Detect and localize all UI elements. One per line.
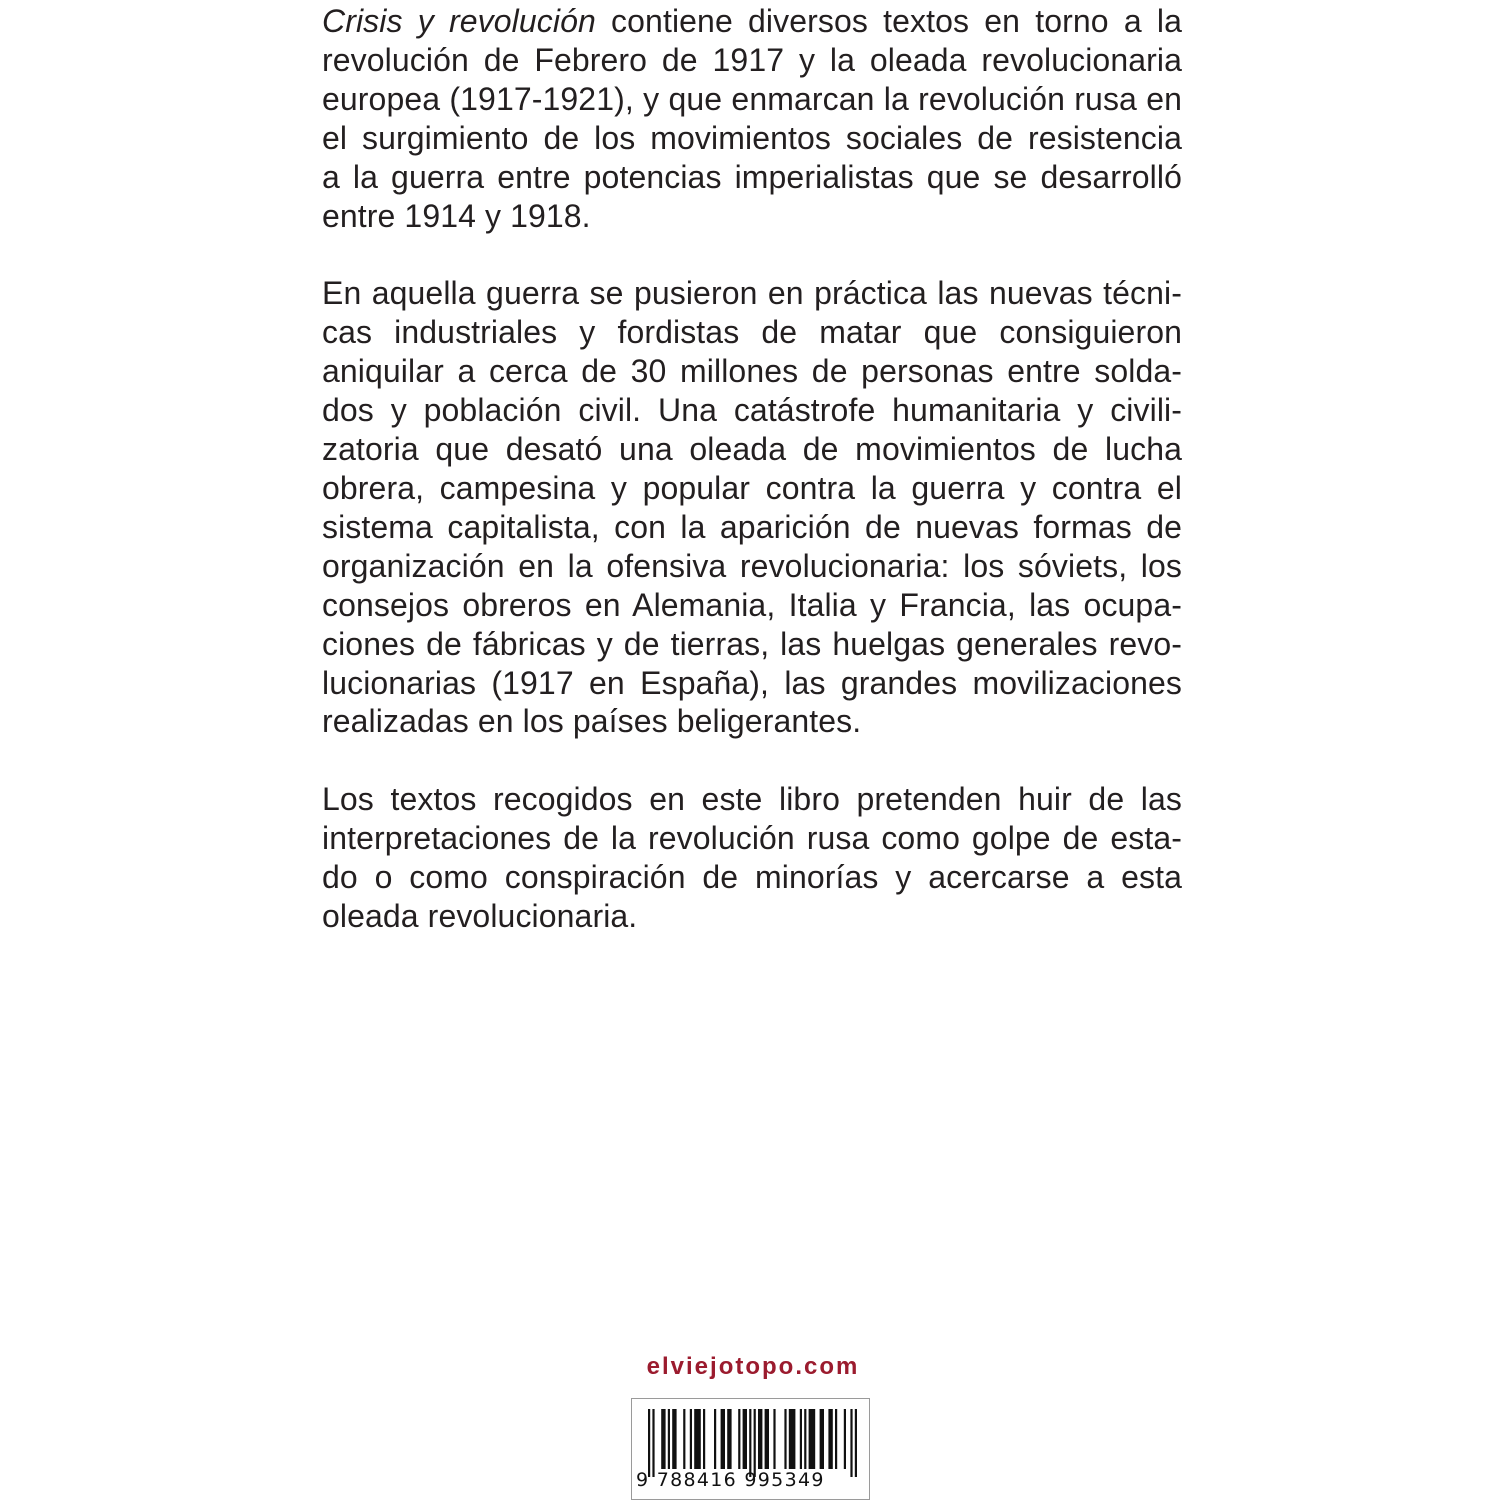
barcode-bar [690,1409,692,1469]
barcode-bar [738,1409,740,1469]
isbn-number: 9 788416 995349 [636,1469,825,1491]
text-line: organización en la ofensiva revolucionaria: los sóviets, los [322,547,1182,584]
isbn-barcode [631,1398,870,1500]
text-line: realizadas en los países beligerantes. [322,703,862,740]
barcode-bar [804,1409,806,1469]
barcode-bar [850,1409,852,1477]
text-line: a la guerra entre potencias imperialistas que se desarrolló [322,158,1182,195]
barcode-bar [668,1409,670,1469]
barcode-bar [773,1409,775,1469]
barcode-bar [703,1409,705,1469]
barcode-bar [743,1409,747,1469]
text-line: aniquilar a cerca de 30 millones de personas entre solda- [322,353,1182,390]
book-title: Crisis y revolución [322,3,596,39]
text-line: cas industriales y fordistas de matar que consiguieron [322,314,1182,351]
text-line: dos y población civil. Una catástrofe humanitaria y civili- [322,392,1182,429]
text-line: obrera, campesina y popular contra la guerra y contra el [322,469,1182,506]
text-line: revolución de Febrero de 1917 y la oleada revolucionaria [322,41,1182,78]
text-line: consejos obreros en Alemania, Italia y Francia, las ocupa- [322,586,1182,623]
barcode-bar [727,1409,731,1469]
text-line: Crisis y revolución contiene diversos textos en torno a la [322,3,1183,39]
text-line: En aquella guerra se pusieron en práctica las nuevas técni- [322,275,1182,312]
barcode-bar [648,1409,650,1477]
paragraph-1 [322,2,1182,235]
barcode-bar [820,1409,824,1469]
barcode-bar [754,1409,756,1477]
barcode-bar [694,1409,701,1469]
barcode-bar [809,1409,816,1469]
publisher-website: elviejotopo.com [646,1353,860,1380]
text-line: sistema capitalista, con la aparición de nuevas formas de [322,508,1182,545]
barcode-bar [789,1409,796,1469]
text-line: zatoria que desató una oleada de movimientos de lucha [322,431,1182,468]
text-line: europea (1917-1921), y que enmarcan la revolución rusa en [322,80,1182,117]
back-cover-text [322,2,1182,936]
barcode-bar [844,1409,846,1469]
paragraph-2 [322,274,1182,741]
text-line: Los textos recogidos en este libro pretenden huir de las [322,781,1182,818]
barcode-bar [765,1409,769,1469]
text-line: do o como conspiración de minorías y acercarse a esta [322,859,1182,896]
barcode-bar [672,1409,676,1469]
barcode-bar [835,1409,837,1469]
text-line: entre 1914 y 1918. [322,197,591,234]
barcode-bar [758,1409,762,1469]
barcode-bar [661,1409,665,1469]
barcode-bar [784,1409,786,1469]
barcode-bar [683,1409,685,1469]
barcode-bar [652,1409,654,1477]
barcode-bar [828,1409,832,1469]
text-line: ciones de fábricas y de tierras, las huelgas generales revo- [322,625,1182,662]
text-line: lucionarias (1917 en España), las grandes movilizaciones [322,664,1182,701]
barcode-bar [855,1409,857,1477]
text-line: oleada revolucionaria. [322,898,638,935]
barcode-bar [721,1409,725,1469]
barcode-bar [749,1409,751,1477]
text-line: interpretaciones de la revolución rusa como golpe de esta- [322,820,1182,857]
barcode-bar [714,1409,716,1469]
text-line: el surgimiento de los movimientos sociales de resistencia [322,119,1182,156]
paragraph-3 [322,780,1182,936]
barcode-bar [800,1409,802,1469]
